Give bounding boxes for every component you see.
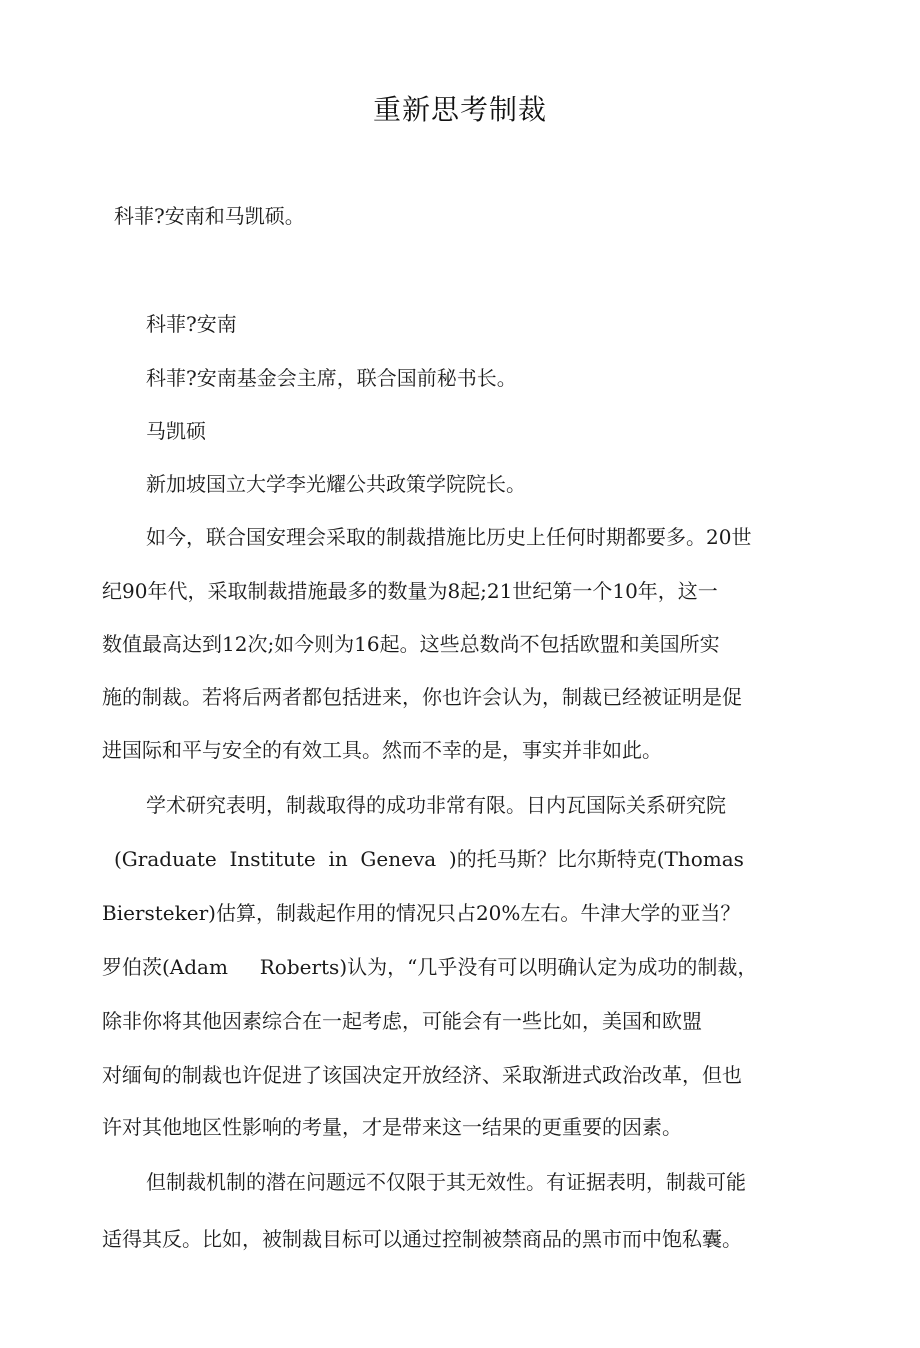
paragraph-line: 罗伯茨(Adam Roberts)认为，“几乎没有可以明确认定为成功的制裁， [102, 955, 758, 979]
author-line: 科菲?安南和马凯硕。 [114, 204, 305, 228]
paragraph-line: 对缅甸的制裁也许促进了该国决定开放经济、采取渐进式政治改革，但也 [102, 1063, 742, 1087]
paragraph-line: 施的制裁。若将后两者都包括进来，你也许会认为，制裁已经被证明是促 [102, 685, 742, 709]
paragraph-line: 许对其他地区性影响的考量，才是带来这一结果的更重要的因素。 [102, 1115, 682, 1139]
bio-description: 新加坡国立大学李光耀公共政策学院院长。 [146, 472, 526, 496]
paragraph-line: 进国际和平与安全的有效工具。然而不幸的是，事实并非如此。 [102, 738, 662, 762]
paragraph-line: 但制裁机制的潜在问题远不仅限于其无效性。有证据表明，制裁可能 [146, 1170, 746, 1194]
paragraph-line: 学术研究表明，制裁取得的成功非常有限。日内瓦国际关系研究院 [146, 793, 726, 817]
paragraph-line: 如今，联合国安理会采取的制裁措施比历史上任何时期都要多。20世 [146, 525, 752, 549]
bio-name: 科菲?安南 [146, 312, 237, 336]
paragraph-line: 适得其反。比如，被制裁目标可以通过控制被禁商品的黑市而中饱私囊。 [102, 1227, 742, 1251]
paragraph-line: 数值最高达到12次;如今则为16起。这些总数尚不包括欧盟和美国所实 [102, 632, 720, 656]
paragraph-line: 纪90年代，采取制裁措施最多的数量为8起;21世纪第一个10年，这一 [102, 579, 718, 603]
paragraph-line: 除非你将其他因素综合在一起考虑，可能会有一些比如，美国和欧盟 [102, 1009, 702, 1033]
bio-description: 科菲?安南基金会主席，联合国前秘书长。 [146, 366, 517, 390]
document-title: 重新思考制裁 [372, 93, 547, 126]
bio-name: 马凯硕 [146, 419, 206, 443]
paragraph-line: (Graduate Institute in Geneva )的托马斯？比尔斯特克(Thomas [114, 847, 744, 871]
paragraph-line: Biersteker)估算，制裁起作用的情况只占20%左右。牛津大学的亚当？ [102, 901, 741, 925]
